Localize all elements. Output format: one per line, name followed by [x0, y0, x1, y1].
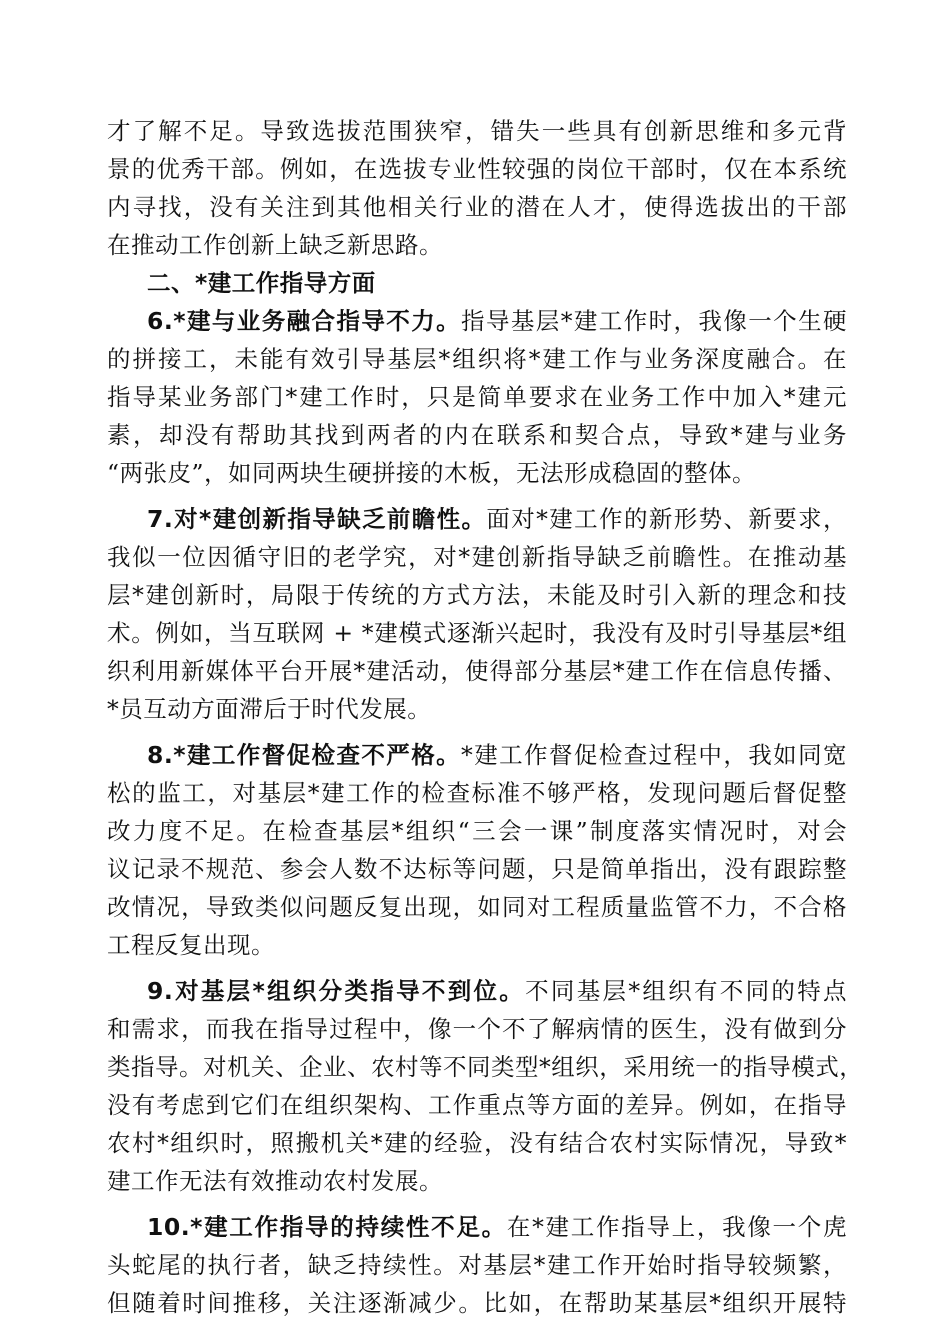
- text-line: 我似一位因循守旧的老学究，对*建创新指导缺乏前瞻性。在推动基: [107, 543, 847, 571]
- item-lead: 10.*建工作指导的持续性不足。: [147, 1213, 507, 1241]
- item-paragraph-10: [107, 1208, 847, 1322]
- text-line: 没有考虑到它们在组织架构、工作重点等方面的差异。例如，在指导: [107, 1091, 847, 1119]
- text-line: 和需求，而我在指导过程中，像一个不了解病情的医生，没有做到分: [107, 1015, 847, 1043]
- document-page: [107, 112, 864, 1322]
- item-text: 不同基层*组织有不同的特点: [525, 977, 847, 1005]
- item-first-line: [107, 972, 847, 1010]
- item-text: 指导基层*建工作时，我像一个生硬: [461, 307, 848, 335]
- section-heading: 二、*建工作指导方面: [147, 269, 376, 297]
- item-first-line: [107, 1208, 847, 1246]
- text-line: “两张皮”，如同两块生硬拼接的木板，无法形成稳固的整体。: [107, 459, 757, 487]
- item-lead: 6.*建与业务融合指导不力。: [147, 307, 462, 335]
- text-line: 改力度不足。在检查基层*组织“三会一课”制度落实情况时，对会: [107, 817, 847, 845]
- text-line: 在推动工作创新上缺乏新思路。: [107, 231, 443, 259]
- item-paragraph-8: [107, 736, 847, 964]
- text-line: 头蛇尾的执行者，缺乏持续性。对基层*建工作开始时指导较频繁，: [107, 1251, 847, 1279]
- item-first-line: [107, 500, 847, 538]
- text-line: 改情况，导致类似问题反复出现，如同对工程质量监管不力，不合格: [107, 893, 847, 921]
- item-text: 在*建工作指导上，我像一个虎: [506, 1213, 848, 1241]
- text-line: 农村*组织时，照搬机关*建的经验，没有结合农村实际情况，导致*: [107, 1129, 847, 1157]
- item-text: 面对*建工作的新形势、新要求，: [486, 505, 847, 533]
- text-line: 但随着时间推移，关注逐渐减少。比如，在帮助某基层*组织开展特: [107, 1289, 847, 1317]
- item-lead: 7.对*建创新指导缺乏前瞻性。: [147, 505, 487, 533]
- text-line: 松的监工，对基层*建工作的检查标准不够严格，发现问题后督促整: [107, 779, 847, 807]
- item-paragraph-7: [107, 500, 847, 728]
- item-first-line: [107, 736, 847, 774]
- text-line: 的拼接工，未能有效引导基层*组织将*建工作与业务深度融合。在: [107, 345, 847, 373]
- text-line: 建工作无法有效推动农村发展。: [107, 1167, 443, 1195]
- item-lead: 8.*建工作督促检查不严格。: [147, 741, 462, 769]
- item-paragraph-9: [107, 972, 864, 1200]
- item-text: *建工作督促检查过程中，我如同宽: [461, 741, 848, 769]
- text-line: 指导某业务部门*建工作时，只是简单要求在业务工作中加入*建元: [107, 383, 847, 411]
- text-line: 景的优秀干部。例如，在选拔专业性较强的岗位干部时，仅在本系统: [107, 155, 847, 183]
- item-lead: 9.对基层*组织分类指导不到位。: [147, 977, 526, 1005]
- text-line: 层*建创新时，局限于传统的方式方法，未能及时引入新的理念和技: [107, 581, 847, 609]
- text-line: 类指导。对机关、企业、农村等不同类型*组织，采用统一的指导模式，: [107, 1053, 864, 1081]
- text-line: 素，却没有帮助其找到两者的内在联系和契合点，导致*建与业务: [107, 421, 847, 449]
- text-line: 织利用新媒体平台开展*建活动，使得部分基层*建工作在信息传播、: [107, 657, 847, 685]
- text-line: 术。例如，当互联网 + *建模式逐渐兴起时，我没有及时引导基层*组: [107, 619, 847, 647]
- text-line: *员互动方面滞后于时代发展。: [107, 695, 432, 723]
- text-line: 才了解不足。导致选拔范围狭窄，错失一些具有创新思维和多元背: [107, 117, 847, 145]
- intro-paragraph: [107, 112, 847, 264]
- text-line: 内寻找，没有关注到其他相关行业的潜在人才，使得选拔出的干部: [107, 193, 847, 221]
- text-line: 工程反复出现。: [107, 931, 275, 959]
- item-first-line: [107, 302, 847, 340]
- text-line: 议记录不规范、参会人数不达标等问题，只是简单指出，没有跟踪整: [107, 855, 847, 883]
- item-paragraph-6: [107, 302, 847, 492]
